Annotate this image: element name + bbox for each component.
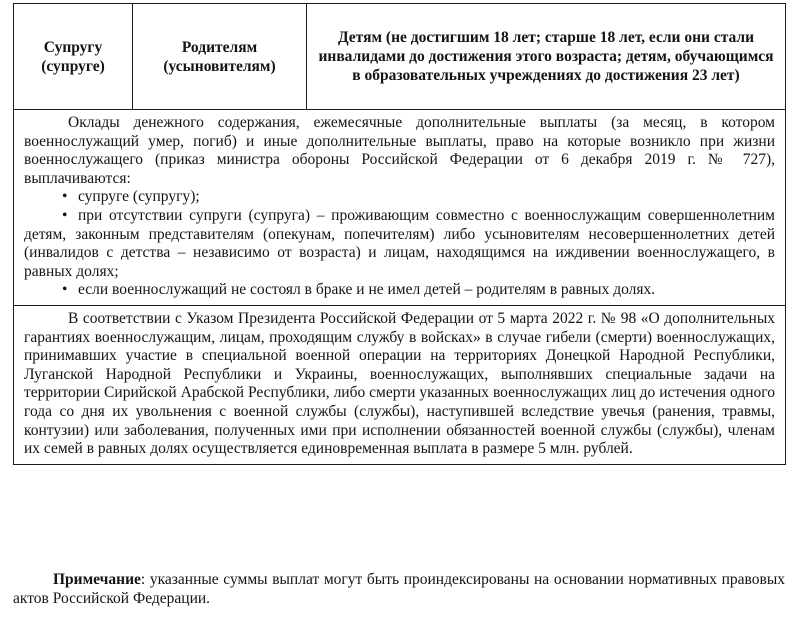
note-paragraph — [13, 570, 785, 608]
note-label: Примечание — [53, 571, 141, 588]
list-item-text: при отсутствии супруги (супруга) – проживающим совместно с военнослужащим совершеннолетним детям, законным представителям (опекунам, попечителям) либо усыновителям несовершеннолетних детей (инвалидов с детства – независимо от возраста) и лицам, находящимся на иждивении военнослужащего, в равных долях; — [24, 206, 775, 280]
bullet-icon: • — [62, 206, 68, 224]
bullet-icon: • — [62, 281, 68, 299]
lump-sum-cell — [14, 305, 786, 464]
list-item — [24, 188, 775, 207]
header-parents: Родителям (усыновителям) — [133, 4, 307, 110]
list-item-text: супруге (супругу); — [78, 188, 200, 206]
salary-cell — [14, 110, 786, 306]
table-row-salary — [14, 110, 786, 306]
list-item — [24, 207, 775, 281]
list-item — [24, 281, 775, 300]
header-spouse: Супругу (супруге) — [14, 4, 133, 110]
table-header-row — [14, 4, 786, 110]
header-children: Детям (не достигшим 18 лет; старше 18 лет, если они стали инвалидами до достижения этого возраста; детям, обучающимся в образовательных учреждениях до достижения 23 лет) — [307, 4, 786, 110]
payments-table — [13, 3, 786, 465]
salary-intro: Оклады денежного содержания, ежемесячные дополнительные выплаты (за месяц, в котором военнослужащий умер, погиб) и иные дополнительные выплаты, право на которые возникло при жизни военнослужащего (приказ министра обороны Российской Федерации от 6 декабря 2019 г. № 727), выплачиваются: — [24, 114, 775, 187]
bullet-icon: • — [62, 188, 68, 206]
note-text: : указанные суммы выплат могут быть проиндексированы на основании нормативных правовых актов Российской Федерации. — [13, 571, 785, 607]
lump-sum-text: В соответствии с Указом Президента Российской Федерации от 5 марта 2022 г. № 98 «О дополнительных гарантиях военнослужащим, лицам, проходящим службу в войсках» в случае гибели (смерти) военнослужащих, принимавших участие в специальной военной операции на территориях Донецкой Народной Республики, Луганской Народной Республики и Украины, военнослужащих, выполнявших специальные задачи на территории Сирийской Арабской Республики, либо смерти указанных военнослужащих лиц до истечения одного года со дня их увольнения с военной службы (службы), наступившей вследствие увечья (ранения, травмы, контузии) или заболевания, полученных ими при исполнении обязанностей военной службы (службы), членам их семей в равных долях осуществляется единовременная выплата в размере 5 млн. рублей. — [24, 309, 775, 458]
list-item-text: если военнослужащий не состоял в браке и не имел детей – родителям в равных долях. — [78, 281, 656, 299]
table-row-lump-sum — [14, 305, 786, 464]
